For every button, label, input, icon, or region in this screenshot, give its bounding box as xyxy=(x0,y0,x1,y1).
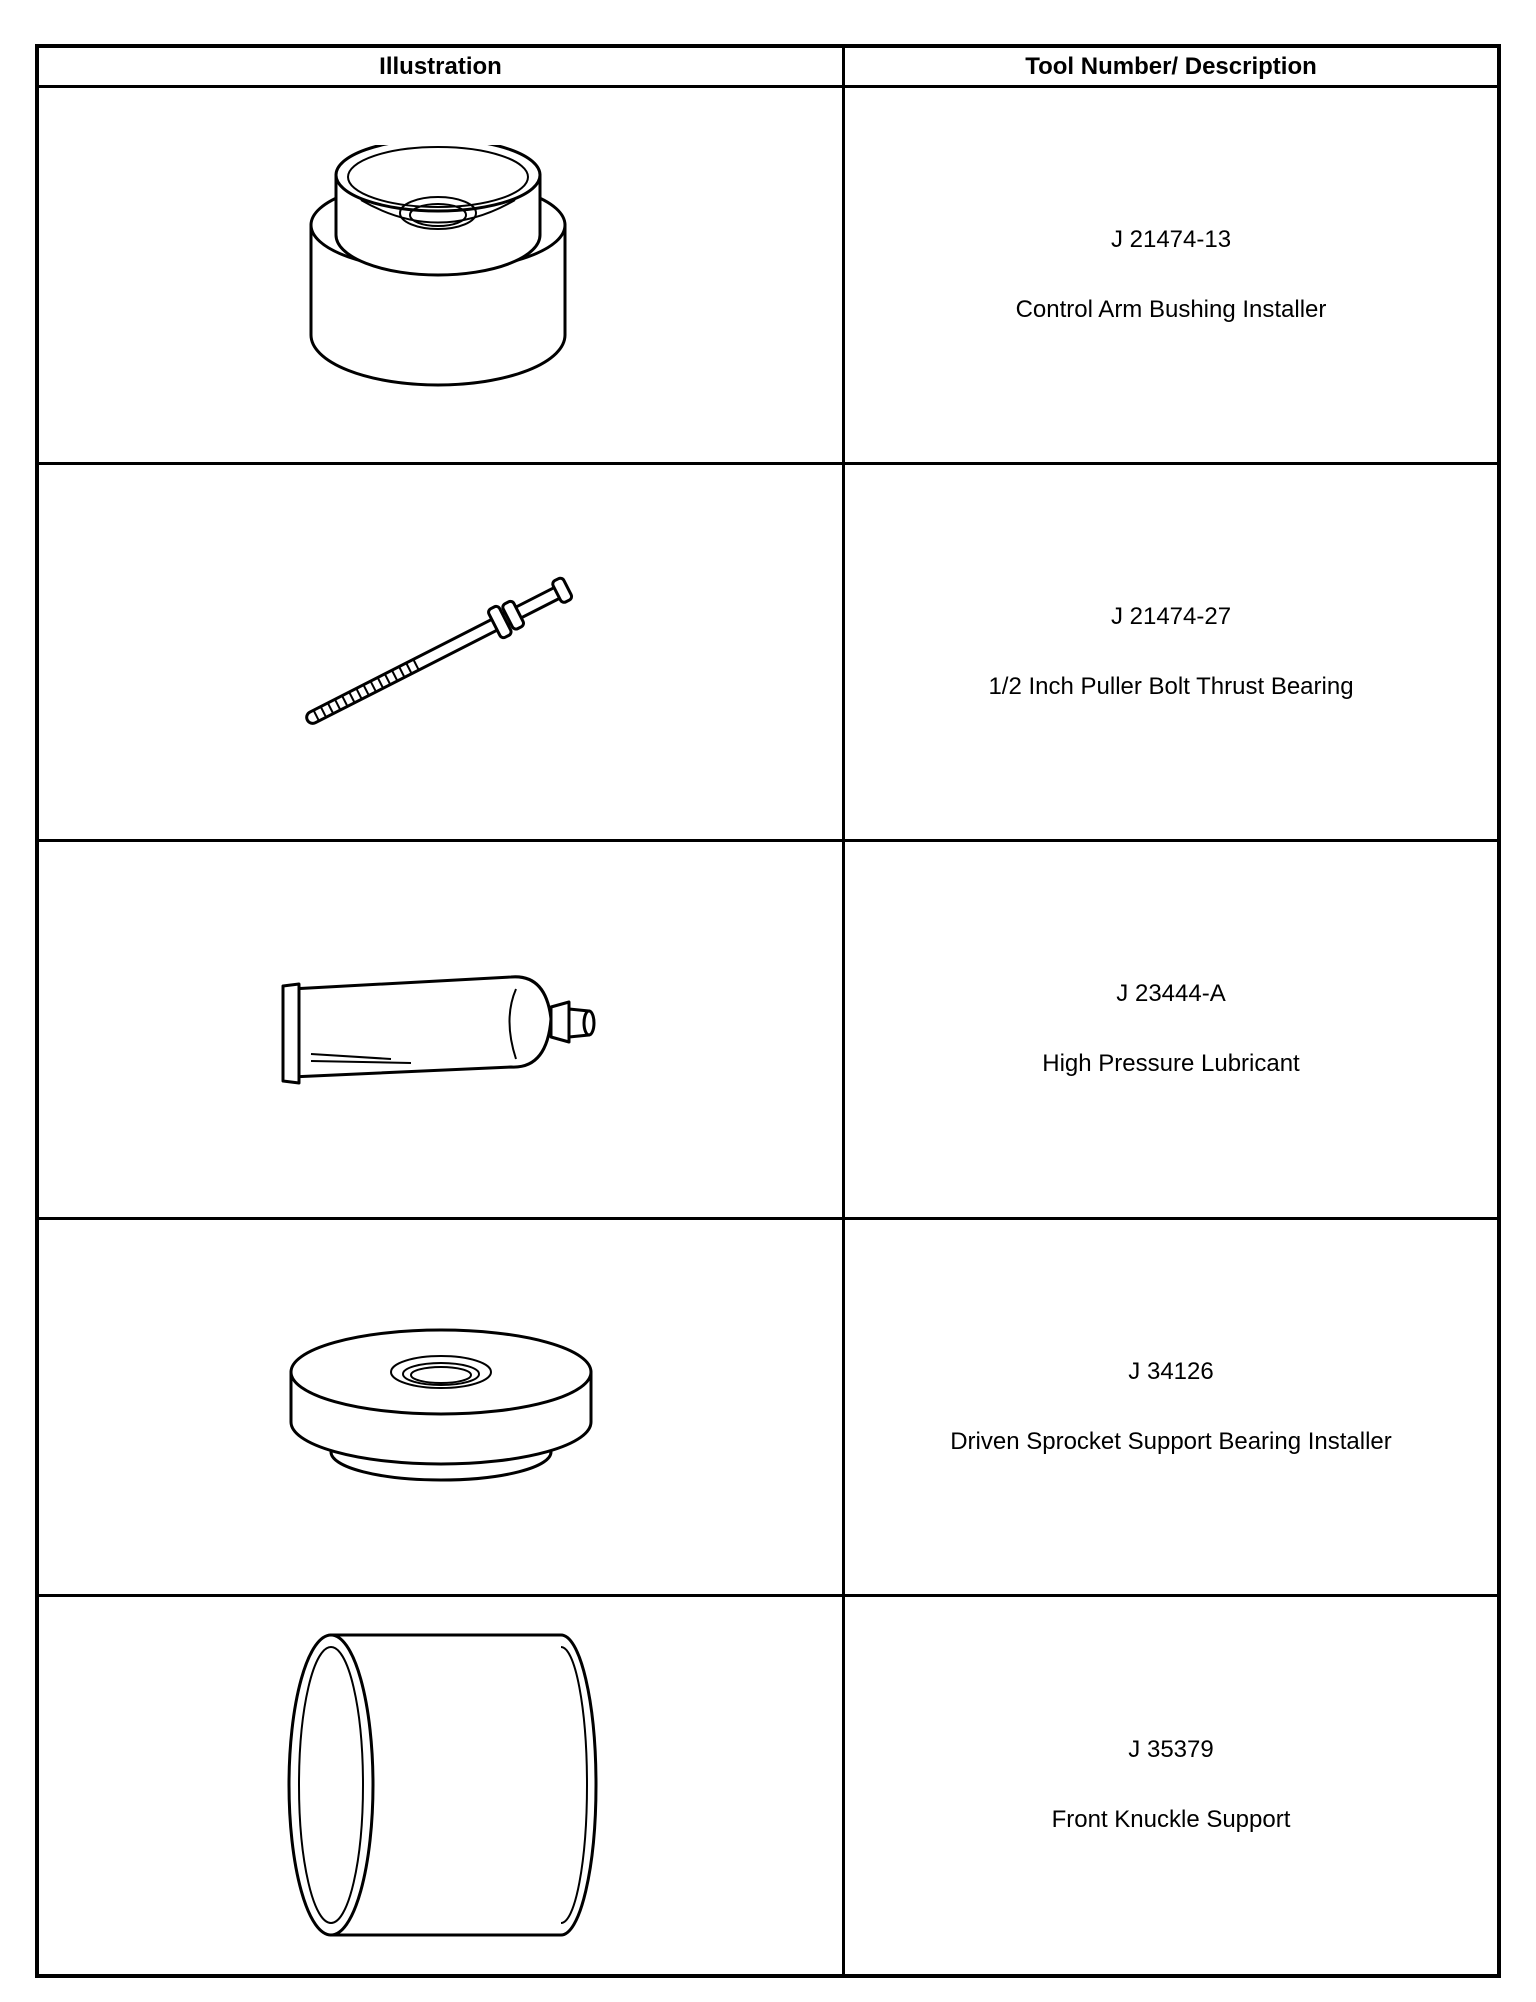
tool-number: J 34126 xyxy=(1128,1357,1214,1385)
tool-description: High Pressure Lubricant xyxy=(1042,1050,1300,1078)
lubricant-tube-icon xyxy=(271,959,611,1099)
illustration-cell xyxy=(39,1597,845,1974)
tool-description: Driven Sprocket Support Bearing Installer xyxy=(950,1427,1392,1455)
tool-description: 1/2 Inch Puller Bolt Thrust Bearing xyxy=(988,673,1354,701)
illustration-cell xyxy=(39,465,845,842)
description-cell xyxy=(845,88,1497,465)
description-cell xyxy=(845,1220,1497,1597)
bearing-installer-icon xyxy=(271,1312,611,1502)
knuckle-support-icon xyxy=(271,1615,611,1955)
puller-bolt-icon xyxy=(281,552,601,752)
illustration-cell xyxy=(39,88,845,465)
tool-description: Control Arm Bushing Installer xyxy=(1015,296,1327,324)
description-cell xyxy=(845,1597,1497,1974)
illustration-cell xyxy=(39,1220,845,1597)
description-cell xyxy=(845,465,1497,842)
description-cell xyxy=(845,842,1497,1219)
tool-number: J 21474-27 xyxy=(1110,603,1232,631)
tool-number: J 23444-A xyxy=(1116,980,1226,1008)
bushing-installer-icon xyxy=(291,145,591,405)
header-description: Tool Number/ Description xyxy=(845,48,1497,88)
tool-table xyxy=(35,44,1501,1978)
illustration-cell xyxy=(39,842,845,1219)
tool-number: J 35379 xyxy=(1128,1736,1214,1764)
tool-number: J 21474-13 xyxy=(1110,226,1232,254)
tool-description: Front Knuckle Support xyxy=(1051,1806,1291,1834)
header-illustration: Illustration xyxy=(39,48,845,88)
